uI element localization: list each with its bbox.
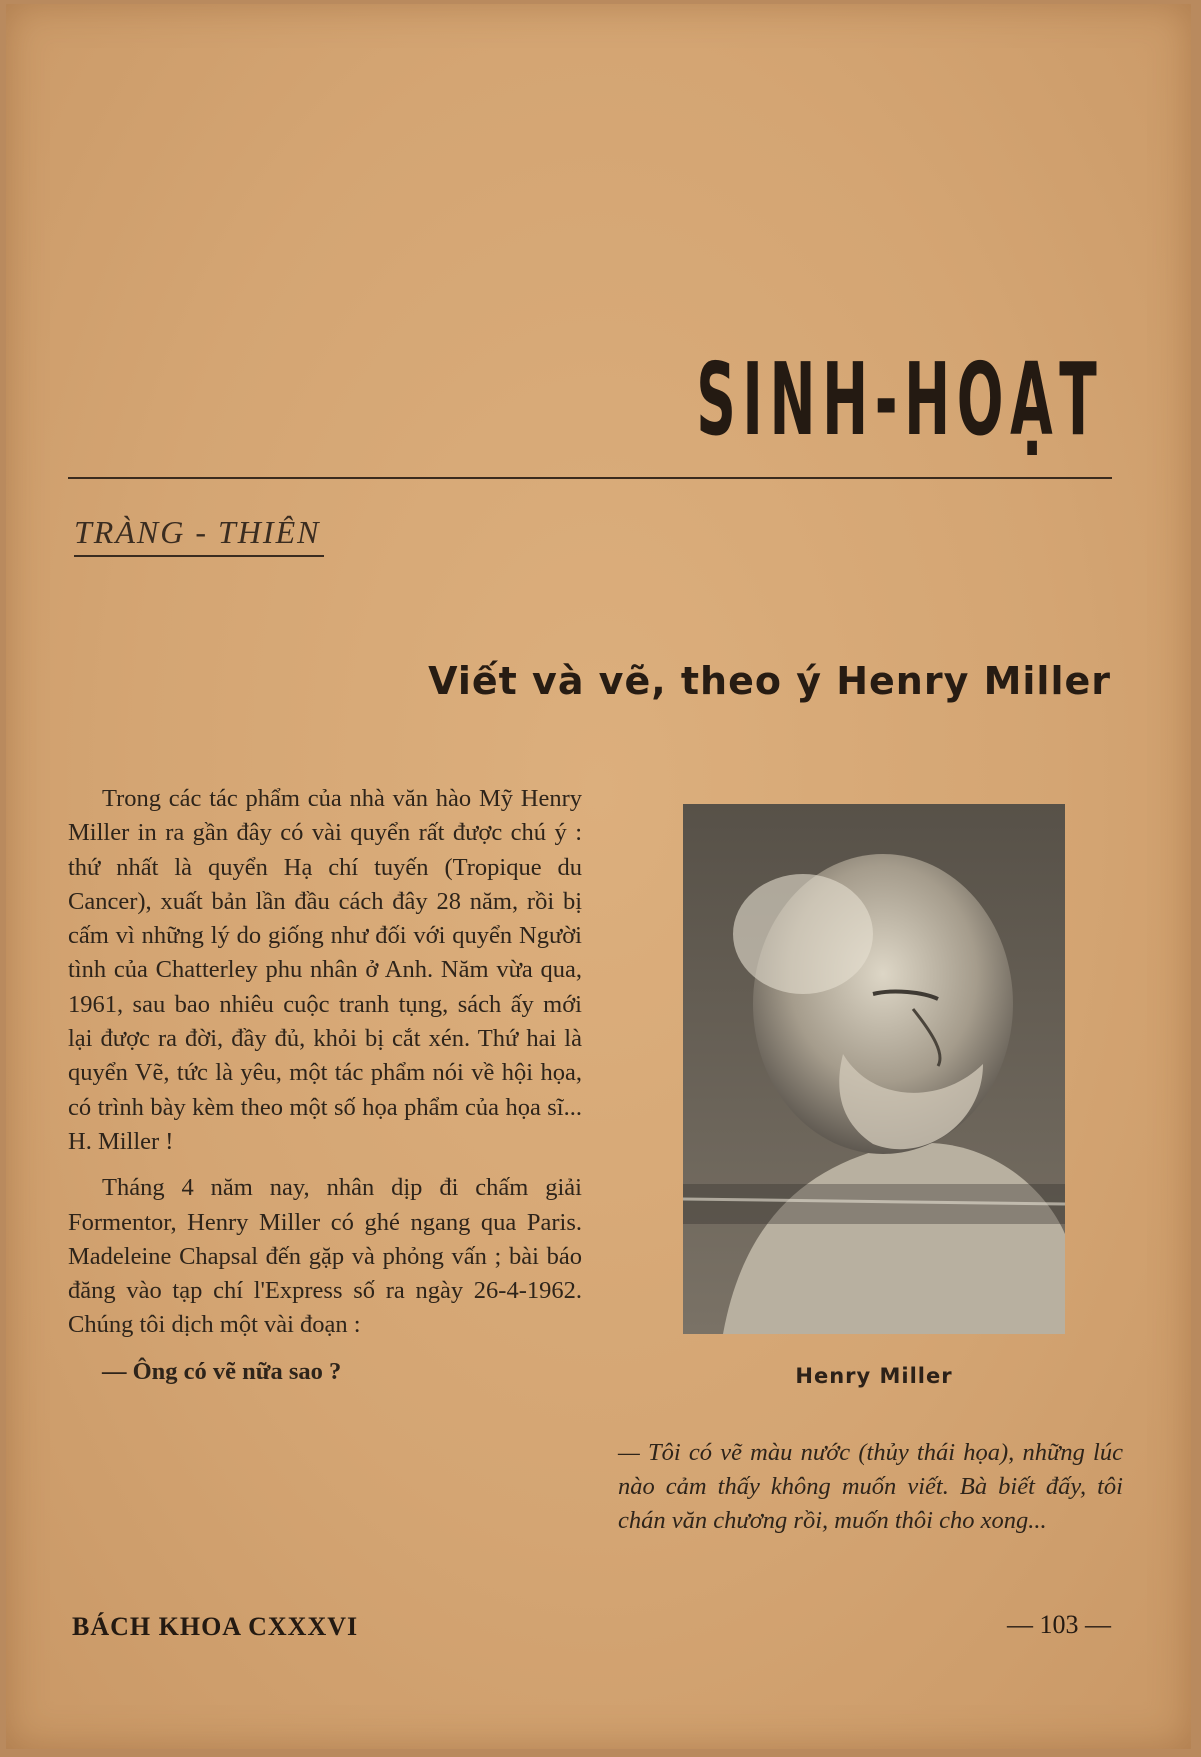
henry-miller-portrait	[683, 804, 1065, 1334]
interview-question: — Ông có vẽ nữa sao ?	[102, 1357, 342, 1385]
photo-caption: Henry Miller	[795, 1364, 953, 1388]
author-underline	[74, 555, 324, 557]
publication-name: BÁCH KHOA CXXXVI	[72, 1612, 359, 1641]
magazine-page	[6, 4, 1191, 1749]
portrait-illustration	[683, 804, 1065, 1334]
author-name: TRÀNG - THIÊN	[74, 514, 321, 550]
article-paragraph-1: Trong các tác phẩm của nhà văn hào Mỹ Henry Miller in ra gần đây có vài quyển rất được chú ý : thứ nhất là quyển Hạ chí tuyến (Tropique du Cancer), xuất bản lần đầu cách đây 28 năm, rồi bị cấm vì những lý do giống như đối với quyển Người tình của Chatterley phu nhân ở Anh. Năm vừa qua, 1961, sau bao nhiêu cuộc tranh tụng, sách ấy mới lại được ra đời, đầy đủ, khỏi bị cắt xén. Thứ hai là quyển Vẽ, tức là yêu, một tác phẩm nói về hội họa, có trình bày kèm theo một số họa phẩm của họa sĩ... H. Miller !	[68, 785, 582, 1155]
article-paragraph-2: Tháng 4 năm nay, nhân dịp đi chấm giải Formentor, Henry Miller có ghé ngang qua Paris. Madeleine Chapsal đến gặp và phỏng vấn ; bài báo đăng vào tạp chí l'Express số ra ngày 26-4-1962. Chúng tôi dịch một vài đoạn :	[68, 1174, 582, 1339]
page-number: — 103 —	[1007, 1610, 1111, 1639]
article-body	[68, 782, 582, 1389]
header-rule	[68, 477, 1112, 479]
interview-answer: — Tôi có vẽ màu nước (thủy thái họa), những lúc nào cảm thấy không muốn viết. Bà biết đấy, tôi chán văn chương rồi, muốn thôi cho xong...	[618, 1439, 1123, 1534]
section-title: SINH-HOẠT	[695, 341, 1103, 458]
article-title: Viết và vẽ, theo ý Henry Miller	[428, 659, 1111, 703]
